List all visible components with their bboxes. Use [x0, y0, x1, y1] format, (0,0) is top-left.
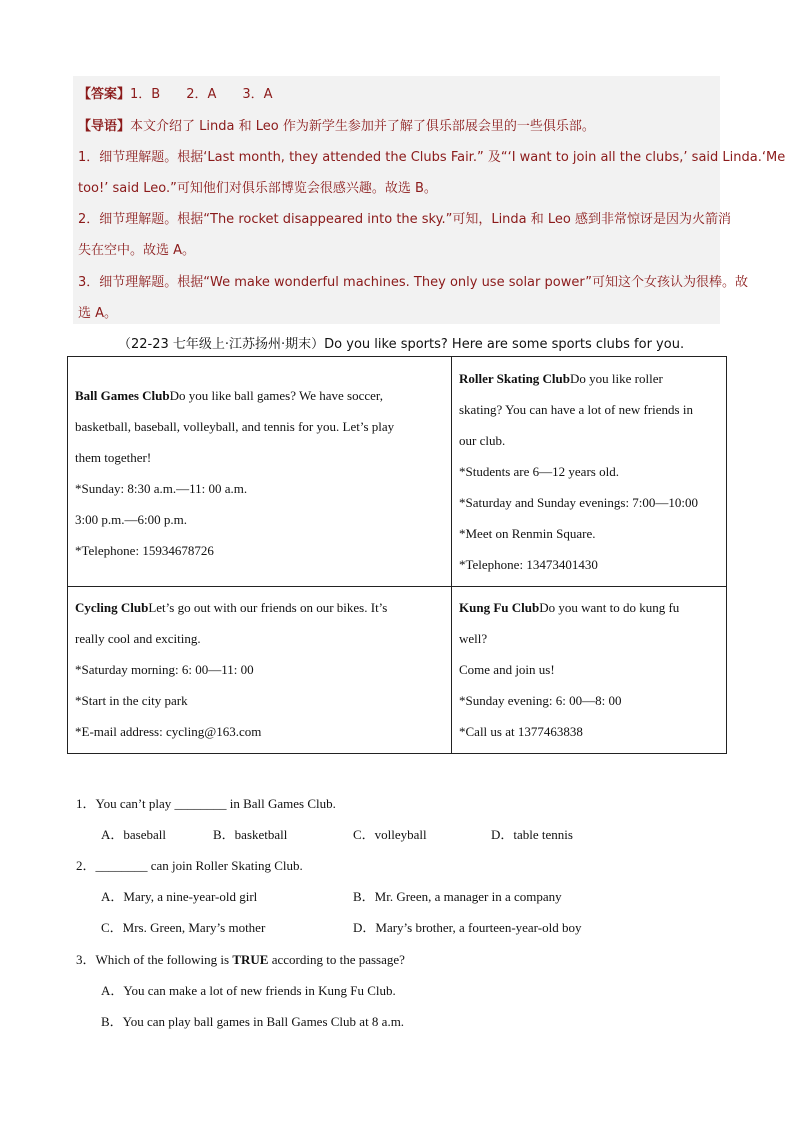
question-1-option-b[interactable]: B．basketball: [213, 827, 288, 842]
club-text: *Saturday and Sunday evenings: 7:00—10:00: [459, 495, 699, 510]
guide-label: 【导语】: [78, 119, 131, 134]
answer-key-text: 1．B 2．A 3．A: [130, 87, 273, 102]
club-text: *Sunday evening: 6: 00—8: 00: [459, 693, 622, 708]
cycling-club-name: Cycling Club: [75, 600, 149, 615]
club-text: Let’s go out with our friends on our bikes. It’s: [148, 600, 388, 615]
explanation-line: 选 A。: [78, 306, 118, 321]
club-text: Do you want to do kung fu: [539, 600, 680, 615]
explanation-line: 1．细节理解题。根据‘Last month, they attended the Clubs Fair.” 及“‘I want to join all the clubs,’ said Linda.‘Me: [78, 150, 786, 165]
guide: [78, 115, 595, 134]
clubs-table: [67, 356, 727, 754]
club-text: really cool and exciting.: [75, 631, 201, 646]
answer-key: [78, 83, 273, 102]
club-text: *Sunday: 8:30 a.m.—11: 00 a.m.: [75, 481, 248, 496]
question-2-option-d[interactable]: D．Mary’s brother, a fourteen-year-old boy: [353, 920, 582, 935]
question-1: 1．You can’t play ________ in Ball Games Club.: [76, 796, 336, 811]
explanation-line: 3．细节理解题。根据“We make wonderful machines. They only use solar power”可知这个女孩认为很棒。故: [78, 275, 748, 290]
question-3: [76, 949, 405, 968]
question-3-option-a[interactable]: A．You can make a lot of new friends in Kung Fu Club.: [101, 983, 396, 998]
roller-skating-club-name: Roller Skating Club: [459, 371, 571, 386]
club-text: Do you like ball games? We have soccer,: [169, 388, 383, 403]
question-3-stem-start: 3．Which of the following is: [76, 952, 233, 967]
passage-intro: （22-23 七年级上·江苏扬州·期末）Do you like sports? Here are some sports clubs for you.: [118, 337, 685, 352]
question-3-stem-end: according to the passage?: [268, 952, 405, 967]
question-1-option-c[interactable]: C．volleyball: [353, 827, 427, 842]
cycling-club-cell: [68, 587, 452, 754]
kung-fu-club-name: Kung Fu Club: [459, 600, 540, 615]
question-2-option-a[interactable]: A．Mary, a nine-year-old girl: [101, 889, 258, 904]
club-text: *Start in the city park: [75, 693, 188, 708]
club-text: *Meet on Renmin Square.: [459, 526, 596, 541]
answer-key-label: 【答案】: [78, 87, 131, 102]
club-text: *Saturday morning: 6: 00—11: 00: [75, 662, 254, 677]
club-text: *Call us at 1377463838: [459, 724, 583, 739]
kung-fu-club-cell: [452, 587, 727, 754]
roller-skating-club-cell: [452, 357, 727, 587]
club-text: *E-mail address: cycling@163.com: [75, 724, 262, 739]
explanation-line: 失在空中。故选 A。: [78, 243, 196, 258]
club-text: *Telephone: 15934678726: [75, 543, 214, 558]
club-text: them together!: [75, 450, 152, 465]
explanation-line: too!’ said Leo.”可知他们对俱乐部博览会很感兴趣。故选 B。: [78, 181, 437, 196]
club-text: *Telephone: 13473401430: [459, 557, 598, 572]
ball-games-club-cell: [68, 357, 452, 587]
question-3-stem-emphasis: TRUE: [232, 952, 269, 967]
club-text: skating? You can have a lot of new friends in: [459, 402, 693, 417]
club-text: Come and join us!: [459, 662, 555, 677]
question-2-option-b[interactable]: B．Mr. Green, a manager in a company: [353, 889, 562, 904]
question-3-option-b[interactable]: B．You can play ball games in Ball Games Club at 8 a.m.: [101, 1014, 405, 1029]
ball-games-club-name: Ball Games Club: [75, 388, 170, 403]
question-2-option-c[interactable]: C．Mrs. Green, Mary’s mother: [101, 920, 266, 935]
question-2: 2．________ can join Roller Skating Club.: [76, 858, 303, 873]
club-text: basketball, baseball, volleyball, and tennis for you. Let’s play: [75, 419, 395, 434]
club-text: *Students are 6—12 years old.: [459, 464, 619, 479]
club-text: our club.: [459, 433, 506, 448]
club-text: well?: [459, 631, 488, 646]
question-1-option-a[interactable]: A．baseball: [101, 827, 166, 842]
question-1-option-d[interactable]: D．table tennis: [491, 827, 573, 842]
club-text: Do you like roller: [570, 371, 663, 386]
guide-text: 本文介绍了 Linda 和 Leo 作为新学生参加并了解了俱乐部展会里的一些俱乐部。: [130, 119, 595, 134]
explanation-line: 2．细节理解题。根据“The rocket disappeared into the sky.”可知，Linda 和 Leo 感到非常惊讶是因为火箭消: [78, 212, 732, 227]
club-text: 3:00 p.m.—6:00 p.m.: [75, 512, 187, 527]
